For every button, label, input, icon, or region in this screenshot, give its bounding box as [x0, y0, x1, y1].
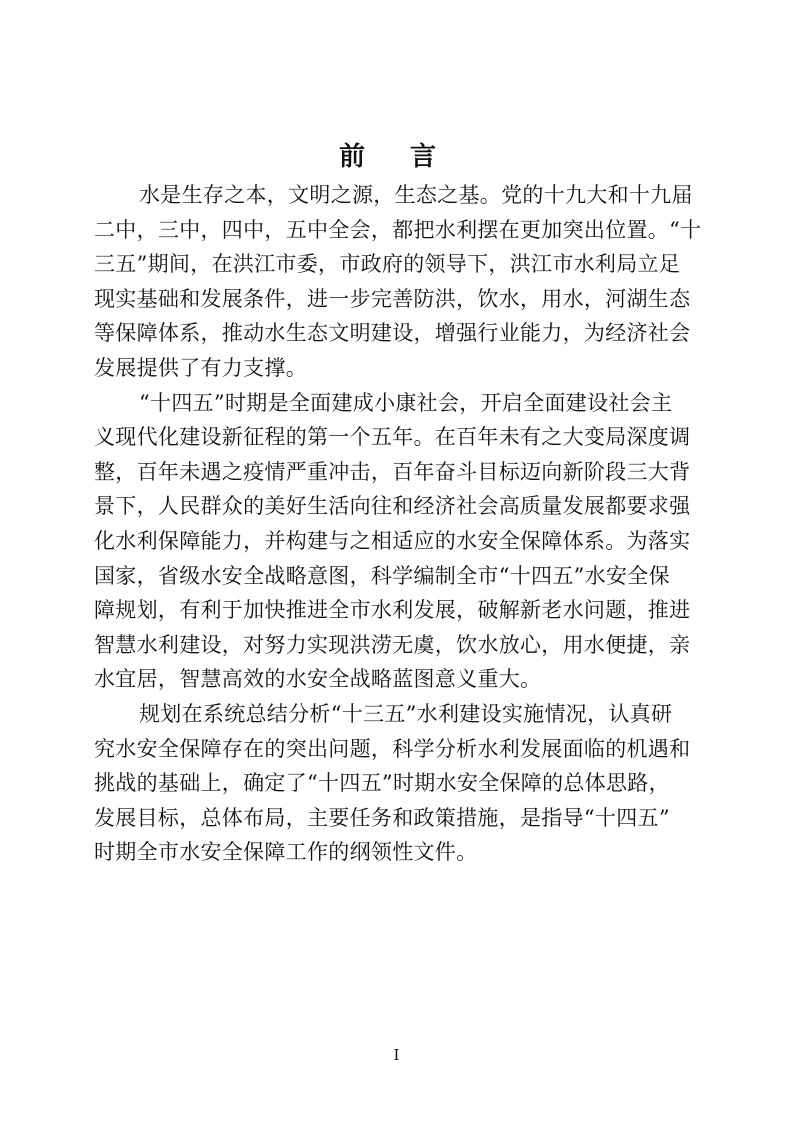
paragraph-2-line-1: “十四五”时期是全面建成小康社会，开启全面建设社会主: [139, 390, 673, 415]
paragraph-1-line-5: 等保障体系，推动水生态文明建设，增强行业能力，为经济社会: [94, 321, 691, 346]
paragraph-2-line-4: 景下，人民群众的美好生活向往和经济社会高质量发展都要求强: [94, 494, 691, 519]
paragraph-3-line-5: 时期全市水安全保障工作的纲领性文件。: [94, 840, 478, 865]
paragraph-1-line-4: 现实基础和发展条件，进一步完善防洪，饮水，用水，河湖生态: [94, 286, 691, 311]
paragraph-2-line-3: 整，百年未遇之疫情严重冲击，百年奋斗目标迈向新阶段三大背: [94, 459, 691, 484]
paragraph-1-line-1: 水是生存之本，文明之源，生态之基。党的十九大和十九届: [139, 183, 693, 207]
paragraph-3-line-2: 究水安全保障存在的突出问题，科学分析水利发展面临的机遇和: [94, 736, 691, 761]
paragraph-2-line-7: 障规划，有利于加快推进全市水利发展，破解新老水问题，推进: [94, 598, 691, 623]
paragraph-2-line-8: 智慧水利建设，对努力实现洪涝无虞，饮水放心，用水便捷，亲: [94, 632, 691, 657]
page-number: I: [393, 1046, 400, 1064]
paragraph-2-line-5: 化水利保障能力，并构建与之相适应的水安全保障体系。为落实: [94, 528, 691, 553]
body-text: [94, 178, 714, 870]
paragraph-2-line-2: 义现代化建设新征程的第一个五年。在百年未有之大变局深度调: [94, 425, 691, 450]
paragraph-1-line-6: 发展提供了有力支撑。: [94, 355, 307, 380]
paragraph-2-line-6: 国家，省级水安全战略意图，科学编制全市“十四五”水安全保: [94, 563, 670, 588]
paragraph-3-line-4: 发展目标，总体布局，主要任务和政策措施，是指导“十四五”: [94, 805, 670, 830]
paragraph-1-line-2: 二中，三中，四中，五中全会，都把水利摆在更加突出位置。“十: [94, 217, 702, 242]
paragraph-3-line-3: 挑战的基础上，确定了“十四五”时期水安全保障的总体思路，: [94, 771, 670, 796]
paragraph-2-line-9: 水宜居，智慧高效的水安全战略蓝图意义重大。: [94, 667, 542, 692]
paragraph-1-line-3: 三五”期间，在洪江市委，市政府的领导下，洪江市水利局立足: [94, 252, 681, 277]
page-title: 前 言: [338, 142, 455, 172]
paragraph-3-line-1: 规划在系统总结分析“十三五”水利建设实施情况，认真研: [139, 701, 673, 726]
